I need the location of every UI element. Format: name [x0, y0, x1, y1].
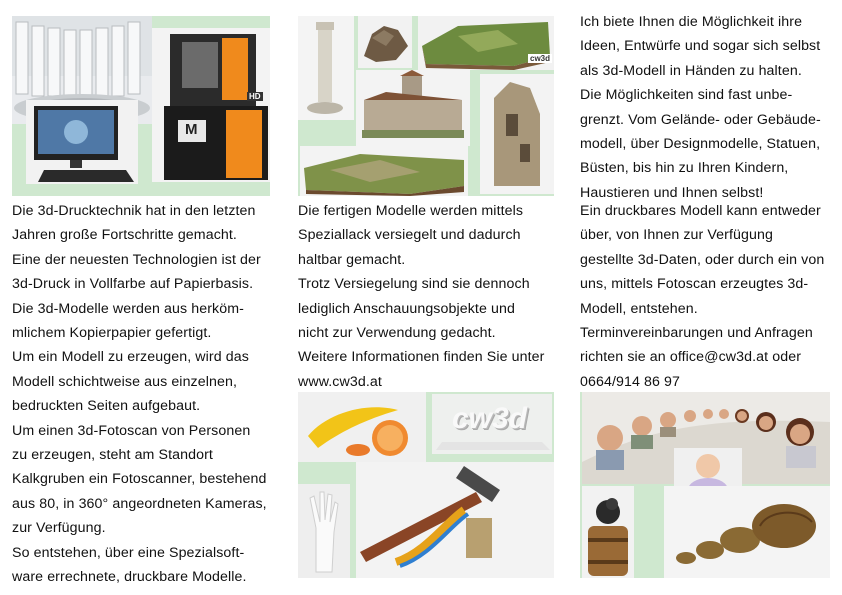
photo-ruin-model: [480, 74, 554, 194]
photo-hammer-model: [356, 462, 554, 578]
photo-rock-model: [358, 16, 412, 68]
column-2-text: Die fertigen Modelle werden mittels Speziallack versiegelt und dadurch haltbar gemacht. Trotz Versiegelung sind sie dennoch lediglich Anschauungsobjekte und nicht zur Verwendung gedacht. Weitere Informationen finden Sie unter www.cw3d.at: [298, 203, 545, 390]
photo-fruit-models: [298, 392, 426, 462]
photo-dog-barrel-model: [582, 486, 634, 578]
cw3d-badge-logo: cw3d: [530, 54, 551, 63]
photo-turtle-models: [664, 486, 830, 578]
photo-cw3d-logo-model: [432, 394, 552, 454]
photo-landscape-model: [300, 146, 468, 196]
photo-tower-model: [298, 16, 354, 120]
cw3d-model-logo: cw3d: [452, 402, 528, 435]
column-3-text-intro: Ich biete Ihnen die Möglichkeit ihre Ideen, Entwürfe und sogar sich selbst als 3d-Modell in Händen zu halten. Die Möglichkeiten sind fast unbe- grenzt. Vom Gelände- oder Gebäude- modell, über Designmodelle, Statuen, Büsten, bis hin zu Ihren Kindern, Haustieren und Ihnen selbst!: [580, 14, 821, 201]
printer-logo: M: [185, 121, 198, 138]
column-3-text-contact: Ein druckbares Modell kann entweder über, von Ihnen zur Verfügung gestellte 3d-Daten, oder durch ein von uns, mittels Fotoscan erzeugtes 3d- Modell, entstehen. Terminvereinbarungen und Anfragen richten sie an office@cw3d.at oder 0664/914 86 97: [580, 203, 825, 390]
photo-castle-model: [356, 70, 470, 146]
printer-badge: HD: [249, 92, 261, 101]
photo-terrain-model-large: [418, 16, 554, 70]
photo-computer: [26, 100, 138, 184]
column-1-text: Die 3d-Drucktechnik hat in den letzten Jahren große Fortschritte gemacht. Eine der neuesten Technologien ist der 3d-Druck in Vollfarbe auf Papierbasis. Die 3d-Modelle werden aus herköm- mlichem Kopierpapier gefertigt. Um ein Modell zu erzeugen, wird das Modell schichtweise aus einzelnen, bedruckten Seiten aufgebaut. Um einen 3d-Fotoscan von Personen zu erzeugen, steht am Standort Kalkgruben ein Fotoscanner, bestehend aus 80, in 360° angeordneten Kameras, zur Verfügung. So entstehen, über eine Spezialsoft- ware errechnete, druckbare Modelle.: [12, 203, 267, 586]
photo-3d-printer: [152, 28, 270, 182]
photo-hand-model: [298, 484, 350, 578]
